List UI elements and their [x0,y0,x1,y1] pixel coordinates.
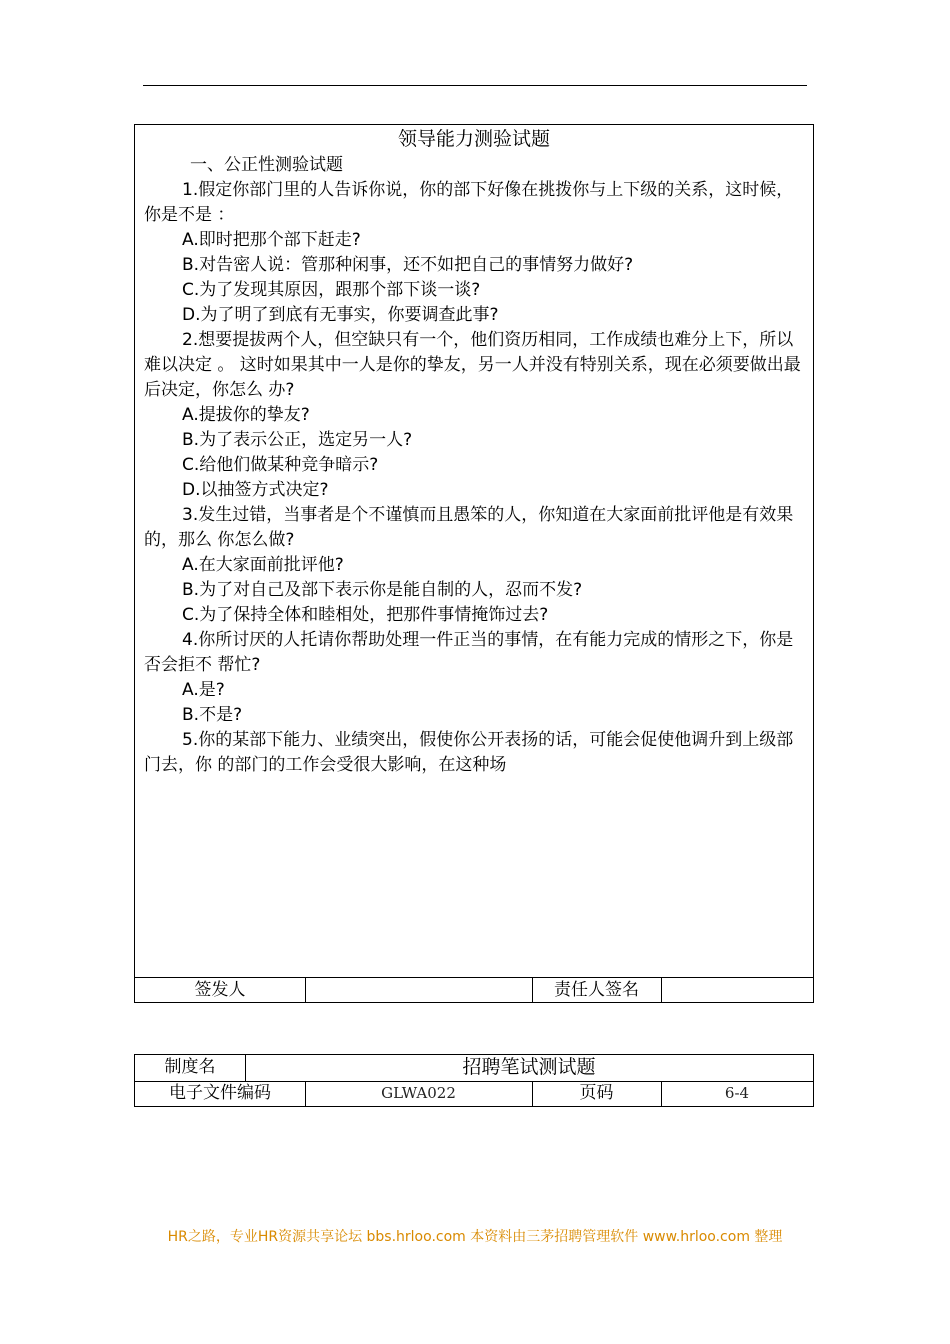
file-code-label: 电子文件编码 [169,1083,271,1103]
option-text: C.为了保持全体和睦相处，把那件事情掩饰过去? [182,605,549,625]
option-text: B.不是? [182,705,243,725]
site-footer-banner: HR之路，专业HR资源共享论坛 bbs.hrloo.com 本资料由三茅招聘管理软件 www.hrloo.com 整理 [167,1229,783,1245]
system-name-row [135,1055,813,1081]
signature-row [135,977,813,1002]
system-name-value: 招聘笔试测试题 [462,1056,596,1078]
section-heading: 一、公正性测验试题 [190,155,343,175]
file-code-value: GLWA022 [381,1084,456,1102]
question-text: 5.你的某部下能力、业绩突出，假使你公开表扬的话，可能会促使他调升到上级部门去，你 的部门的工作会受很大影响，在这种场 [144,730,794,775]
header-rule [143,85,807,86]
system-name-label: 制度名 [164,1057,216,1077]
document-body [144,153,806,778]
page-number: 6-4 [724,1084,750,1102]
option-text: B.对告密人说：管那种闲事，还不如把自己的事情努力做好? [182,255,634,275]
option-text: C.给他们做某种竞争暗示? [182,455,379,475]
option-text: A.即时把那个部下赶走? [182,230,361,250]
option-text: A.提拔你的挚友? [182,405,310,425]
responsible-label: 责任人签名 [554,980,639,1000]
question-text: 3.发生过错，当事者是个不谨慎而且愚笨的人，你知道在大家面前批评他是有效果的，那么 你怎么做? [144,505,794,550]
option-text: D.以抽签方式决定? [182,480,329,500]
option-text: B.为了对自己及部下表示你是能自制的人，忍而不发? [182,580,583,600]
document-frame [134,124,814,1003]
document-info-table [134,1054,814,1107]
page-label: 页码 [579,1083,614,1103]
option-text: A.是? [182,680,225,700]
question-text: 4.你所讨厌的人托请你帮助处理一件正当的事情，在有能力完成的情形之下，你是否会拒不 帮忙? [144,630,794,675]
responsible-signature-field[interactable] [661,978,813,1002]
issuer-field[interactable] [305,978,532,1002]
option-text: C.为了发现其原因，跟那个部下谈一谈? [182,280,481,300]
file-code-row [135,1081,813,1106]
option-text: A.在大家面前批评他? [182,555,344,575]
document-title: 领导能力测验试题 [397,128,550,150]
option-text: B.为了表示公正，选定另一人? [182,430,413,450]
issuer-label: 签发人 [194,980,246,1000]
question-text: 2.想要提拔两个人，但空缺只有一个，他们资历相同，工作成绩也难分上下，所以难以决定 。 这时如果其中一人是你的挚友，另一人并没有特别关系，现在必须要做出最后决定，你怎么 办? [144,330,801,400]
option-text: D.为了明了到底有无事实，你要调查此事? [182,305,499,325]
question-text: 1.假定你部门里的人告诉你说，你的部下好像在挑拨你与上下级的关系，这时候，你是不是 ： [144,180,794,225]
